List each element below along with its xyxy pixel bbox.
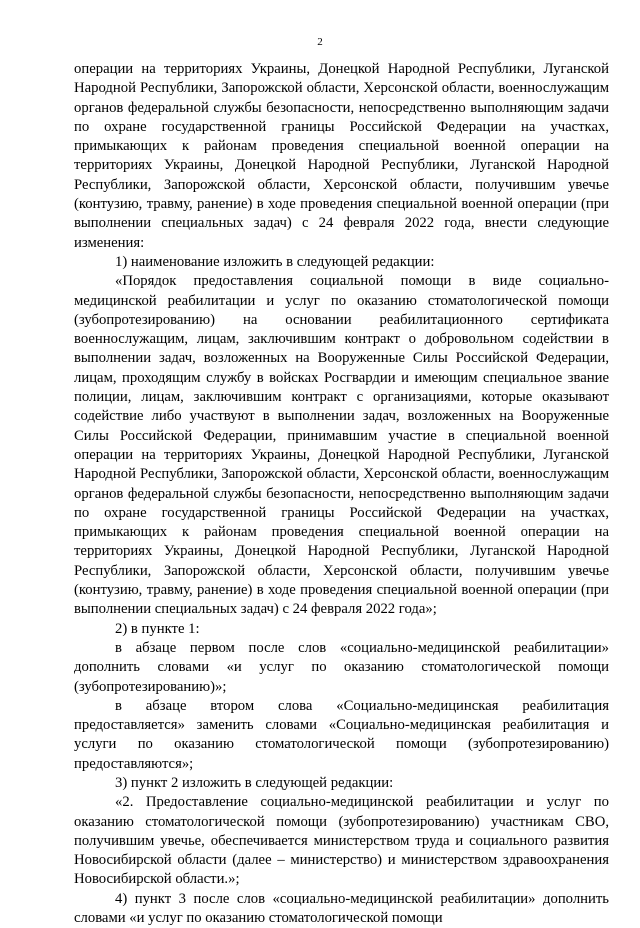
document-body — [74, 60, 609, 928]
paragraph-item-3-text: «2. Предоставление социально-медицинской реабилитации и услуг по оказанию стоматологической помощи (зубопротезированию) участникам СВО, получившим увечье, обеспечивается министерством труда и социального развития Новосибирской области (далее – министерство) и министерством здравоохранения Новосибирской области.»; — [74, 794, 609, 888]
paragraph-item-1: 1) наименование изложить в следующей редакции: — [115, 253, 435, 270]
paragraph-item-3: 3) пункт 2 изложить в следующей редакции: — [115, 774, 394, 791]
paragraph-continuation: операции на территориях Украины, Донецкой Народной Республики, Луганской Народной Республики, Запорожской области, Херсонской области, военнослужащим органов федеральной службы безопасности, непосредственно выполняющим задачи по охране государственной границы Российской Федерации на участках, примыкающих к районам проведения специальной военной операции на территориях Украины, Донецкой Народной Республики, Луганской Народной Республики, Запорожской области, Херсонской области, получившим увечье (контузию, травму, ранение) в ходе проведения специальной военной операции (при выполнении специальных задач) с 24 февраля 2022 года, внести следующие изменения: — [74, 61, 609, 251]
paragraph-item-2-second: в абзаце втором слова «Социально-медицинская реабилитация предоставляется» заменить словами «Социально-медицинская реабилитация и услуги по оказанию стоматологической помощи (зубопротезированию) предоставляются»; — [74, 697, 609, 772]
page-number: 2 — [317, 36, 323, 48]
paragraph-item-2-first: в абзаце первом после слов «социально-медицинской реабилитации» дополнить словами «и услуг по оказанию стоматологической помощи (зубопротезированию)»; — [74, 639, 609, 695]
paragraph-new-title: «Порядок предоставления социальной помощи в виде социально-медицинской реабилитации и услуг по оказанию стоматологической помощи (зубопротезированию) на основании реабилитационного сертификата военнослужащим, лицам, заключившим контракт о добровольном содействии в выполнении задач, возложенных на Вооруженные Силы Российской Федерации, лицам, проходящим службу в войсках Росгвардии и имеющим специальное звание полиции, лицам, заключившим контракт с организациями, которые оказывают содействие либо участвуют в выполнении задач, возложенных на Вооруженные Силы Российской Федерации, принимавшим участие в специальной военной операции на территориях Украины, Донецкой Народной Республики, Луганской Народной Республики, Запорожской области, Херсонской области, военнослужащим органов федеральной службы безопасности, непосредственно выполняющим задачи по охране государственной границы Российской Федерации на участках, примыкающих к районам проведения специальной военной операции на территориях Украины, Донецкой Народной Республики, Луганской Народной Республики, Запорожской области, Херсонской области, получившим увечье (контузию, травму, ранение) в ходе проведения специальной военной операции (при выполнении специальных задач) с 24 февраля 2022 года»; — [74, 273, 609, 618]
paragraph-item-2: 2) в пункте 1: — [115, 620, 200, 637]
paragraph-item-4: 4) пункт 3 после слов «социально-медицинской реабилитации» дополнить словами «и услуг по оказанию стоматологической помощи — [74, 890, 609, 927]
